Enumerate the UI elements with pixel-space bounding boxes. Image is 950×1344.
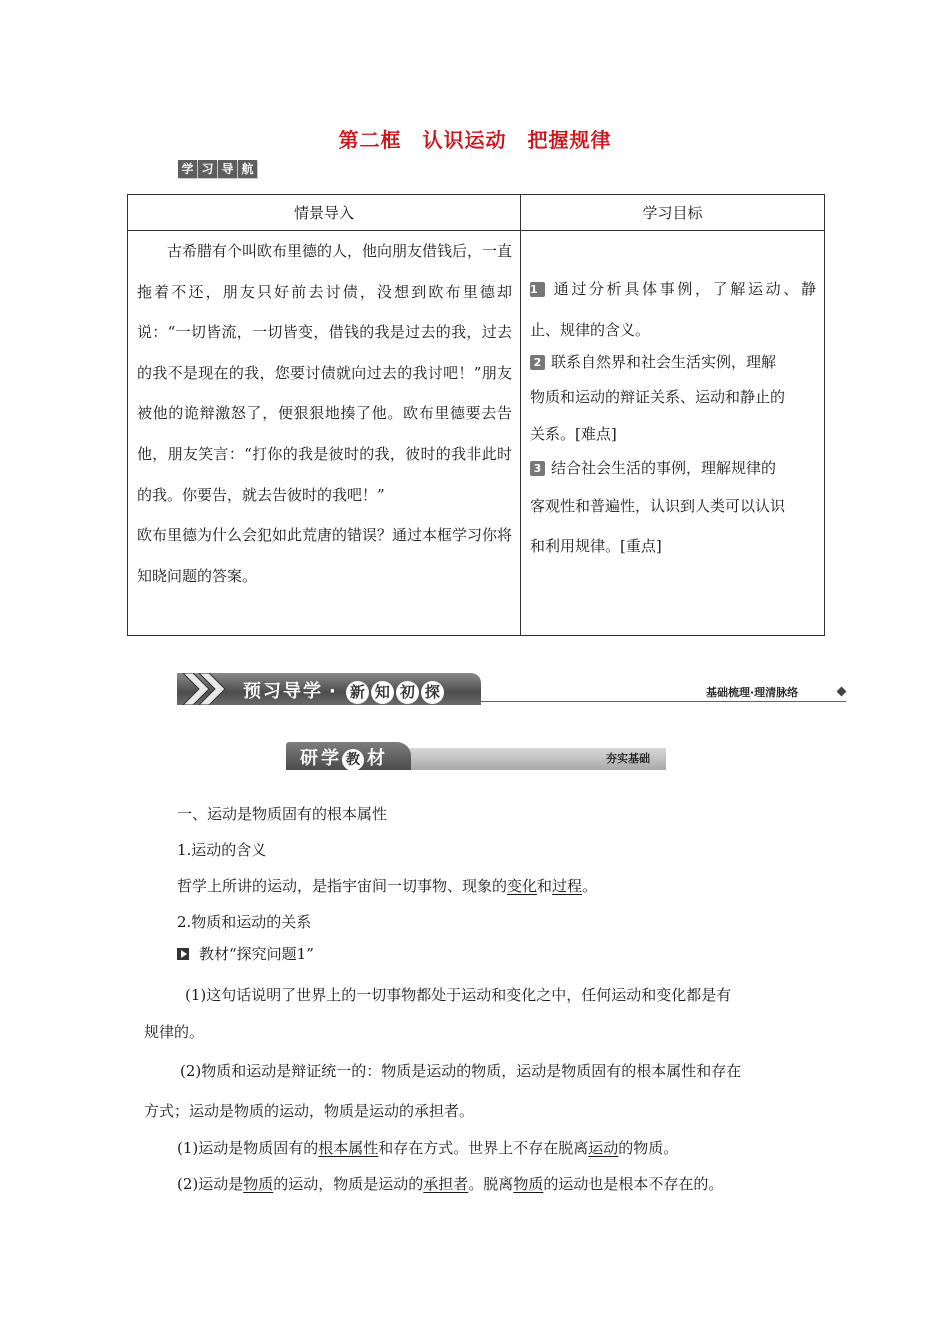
blank-answer: 根本属性 [318, 1139, 379, 1157]
goal-3-line-3: 和利用规律。[重点] [530, 537, 662, 555]
study-guide-badge [178, 160, 257, 178]
goals-header: 学习目标 [521, 195, 825, 231]
goal-number-badge: 3 [530, 461, 545, 476]
scenario-question: 欧布里德为什么会犯如此荒唐的错误？通过本框学习你将知晓问题的答案。 [137, 526, 513, 585]
badge-char: 学 [178, 160, 197, 178]
goal-2-line-2: 物质和运动的辩证关系、运动和静止的 [530, 388, 786, 406]
circled-char: 新 [346, 681, 369, 704]
badge-char: 航 [238, 160, 257, 178]
subheading-meaning: 1.运动的含义 [177, 841, 267, 859]
goal-3-line-1: 3 结合社会生活的事例，理解规律的 [530, 450, 816, 486]
section-heading: 一、运动是物质固有的根本属性 [177, 805, 388, 823]
study-banner-title: 研学 教 材 [300, 748, 388, 769]
goal-3-line-2: 客观性和普遍性，认识到人类可以认识 [530, 496, 786, 515]
blank-answer: 变化 [507, 877, 538, 895]
answer-1-line-2: 规律的。 [144, 1023, 205, 1041]
chevron-arrows-icon [177, 673, 237, 705]
blank-answer: 运动 [588, 1139, 619, 1157]
preview-banner-subtitle: 基础梳理·理清脉络 [706, 686, 799, 699]
goals-cell [521, 231, 825, 636]
blank-answer: 物质 [243, 1175, 274, 1193]
badge-char: 习 [198, 160, 217, 178]
textbook-reference: 教材“探究问题1” [177, 943, 314, 964]
circled-char: 初 [396, 681, 419, 704]
circled-char: 知 [371, 681, 394, 704]
study-guide-table [127, 194, 825, 636]
study-banner [286, 742, 666, 770]
play-arrow-icon [177, 948, 189, 960]
subheading-relation: 2.物质和运动的关系 [177, 913, 312, 931]
answer-2-line-1: (2)物质和运动是辩证统一的：物质是运动的物质，运动是物质固有的根本属性和存在 [180, 1062, 742, 1080]
badge-char: 导 [218, 160, 237, 178]
page-title: 第二框 认识运动 把握规律 [338, 128, 612, 152]
blank-answer: 物质 [513, 1175, 544, 1193]
scenario-story: 古希腊有个叫欧布里德的人，他向朋友借钱后，一直拖着不还，朋友只好前去讨债，没想到欧布里德却说：“一切皆流，一切皆变，借钱的我是过去的我，过去的我不是现在的我，您要讨债就向过去的我讨吧！”朋友被他的诡辩激怒了，便狠狠地揍了他。欧布里德要去告他，朋友笑言：“打你的我是彼时的我，彼时的我非此时的我。你要告，就去告彼时的我吧！” [137, 242, 513, 504]
circled-char: 教 [342, 749, 364, 771]
goal-2-line-3: 关系。[难点] [530, 424, 617, 443]
blank-answer: 过程 [552, 877, 583, 895]
study-banner-subtitle: 夯实基础 [606, 752, 650, 765]
preview-banner-title: 预习导学 · 新 知 初 探 [243, 677, 444, 704]
preview-banner [177, 673, 481, 705]
answer-1-line-1: (1)这句话说明了世界上的一切事物都处于运动和变化之中，任何运动和变化都是有 [185, 986, 732, 1004]
goal-1-line-2: 止、规律的含义。 [530, 320, 651, 339]
scenario-header: 情景导入 [128, 195, 521, 231]
goal-2-line-1: 2 联系自然界和社会生活实例，理解 [530, 350, 816, 375]
answer-2-line-2: 方式；运动是物质的运动，物质是运动的承担者。 [144, 1102, 475, 1120]
scenario-cell [128, 231, 521, 636]
definition-text: 哲学上所讲的运动，是指宇宙间一切事物、现象的变化和过程。 [177, 877, 598, 895]
point-1: (1)运动是物质固有的根本属性和存在方式。世界上不存在脱离运动的物质。 [177, 1139, 679, 1157]
goal-1-line-1: 1 通过分析具体事例，了解运动、静 [530, 280, 816, 298]
blank-answer: 承担者 [423, 1175, 469, 1193]
banner-divider [481, 701, 846, 702]
diamond-icon [837, 687, 847, 697]
circled-char: 探 [421, 681, 444, 704]
goal-number-badge: 2 [530, 355, 545, 370]
point-2: (2)运动是物质的运动，物质是运动的承担者。脱离物质的运动也是根本不存在的。 [177, 1175, 724, 1193]
goal-number-badge: 1 [530, 282, 545, 297]
